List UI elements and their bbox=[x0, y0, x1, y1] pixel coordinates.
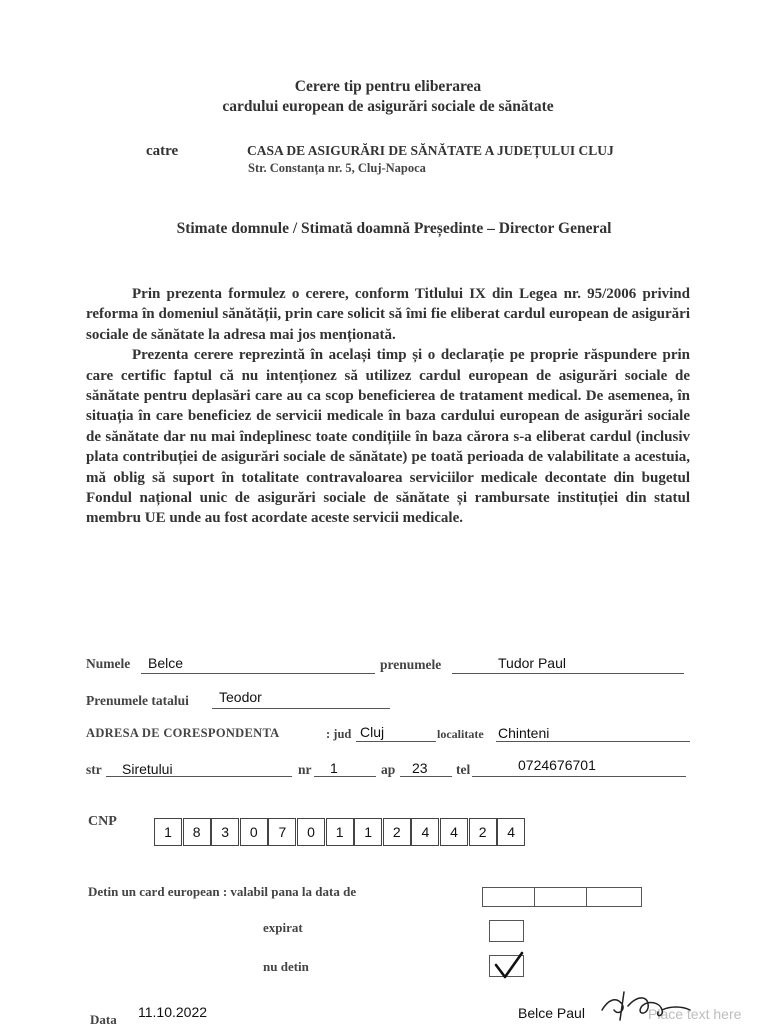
expirat-checkbox[interactable] bbox=[489, 920, 524, 942]
tel-field[interactable]: 0724676701 bbox=[518, 757, 596, 773]
body-text bbox=[86, 284, 690, 529]
signature-icon bbox=[598, 986, 694, 1022]
cnp-digit[interactable]: 8 bbox=[183, 818, 211, 846]
signature-name: Belce Paul bbox=[518, 1005, 585, 1021]
cnp-digit[interactable]: 7 bbox=[268, 818, 296, 846]
valid-date-box[interactable] bbox=[482, 887, 642, 907]
localitate-field[interactable]: Chinteni bbox=[498, 725, 550, 741]
cnp-digit[interactable]: 4 bbox=[497, 818, 525, 846]
cnp-digit[interactable]: 0 bbox=[297, 818, 325, 846]
cnp-digit[interactable]: 0 bbox=[240, 818, 268, 846]
institution-address: Str. Constanța nr. 5, Cluj-Napoca bbox=[248, 161, 426, 175]
prenume-field[interactable]: Tudor Paul bbox=[498, 655, 566, 671]
nr-field[interactable]: 1 bbox=[330, 760, 338, 776]
tel-line bbox=[472, 776, 686, 777]
localitate-line bbox=[496, 741, 690, 742]
card-question-label: Detin un card european : valabil pana la data de bbox=[88, 884, 357, 899]
valid-date-divider bbox=[586, 887, 587, 907]
cnp-digit[interactable]: 4 bbox=[411, 818, 439, 846]
paragraph-1: Prin prezenta formulez o cerere, conform Titlului IX din Legea nr. 95/2006 privind reforma în domeniul sănătății, prin care solicit să îmi fie eliberat cardul european de asigurări sociale de sănătate la adresa mai jos menționată. bbox=[86, 286, 690, 343]
cnp-digit[interactable]: 2 bbox=[383, 818, 411, 846]
ap-line bbox=[400, 776, 452, 777]
prenume-line bbox=[452, 673, 684, 674]
localitate-label: localitate bbox=[437, 727, 484, 741]
str-label: str bbox=[86, 762, 102, 777]
cnp-digit[interactable]: 3 bbox=[211, 818, 239, 846]
ap-label: ap bbox=[381, 762, 396, 777]
document-title-line2: cardului european de asigurări sociale de sănătate bbox=[222, 98, 554, 115]
cnp-digit[interactable]: 4 bbox=[440, 818, 468, 846]
expirat-label: expirat bbox=[263, 920, 303, 935]
cnp-digit[interactable]: 1 bbox=[354, 818, 382, 846]
nume-field[interactable]: Belce bbox=[148, 655, 184, 671]
prenume-tata-field[interactable]: Teodor bbox=[219, 689, 262, 705]
nu-detin-label: nu detin bbox=[263, 959, 309, 974]
prenume-label: prenumele bbox=[380, 657, 442, 672]
nume-line bbox=[141, 673, 375, 674]
valid-date-divider bbox=[534, 887, 535, 907]
str-field[interactable]: Siretului bbox=[122, 761, 173, 777]
cnp-digit[interactable]: 1 bbox=[154, 818, 182, 846]
placeholder-watermark: Place text here bbox=[648, 1006, 742, 1022]
jud-label: : jud bbox=[326, 727, 352, 741]
institution-name: CASA DE ASIGURĂRI DE SĂNĂTATE A JUDEȚULUI CLUJ bbox=[247, 143, 614, 158]
tel-label: tel bbox=[456, 762, 471, 777]
catre-label: catre bbox=[146, 143, 179, 159]
nume-label: Numele bbox=[86, 656, 131, 671]
jud-line bbox=[356, 741, 436, 742]
document-title-line1: Cerere tip pentru eliberarea bbox=[294, 78, 482, 95]
nr-label: nr bbox=[298, 762, 312, 777]
adresa-label: ADRESA DE CORESPONDENTA bbox=[86, 726, 280, 740]
jud-field[interactable]: Cluj bbox=[360, 724, 385, 740]
salutation: Stimate domnule / Stimată doamnă Președinte – Director General bbox=[176, 220, 612, 237]
data-label: Data bbox=[90, 1012, 117, 1027]
cnp-digit[interactable]: 1 bbox=[326, 818, 354, 846]
prenume-tata-label: Prenumele tatalui bbox=[86, 693, 189, 708]
checkmark-icon bbox=[492, 950, 526, 982]
nr-line bbox=[314, 776, 376, 777]
paragraph-2: Prezenta cerere reprezintă în același timp și o declarație pe proprie răspundere prin care certific faptul că nu intenționez să utilizez cardul european de asigurări sociale de sănătate pentru deplasări care au ca scop beneficierea de tratament medical. De asemenea, în situația în care beneficiez de servicii medicale în baza cardului european de asigurări sociale de sănătate dar nu mai îndeplinesc toate condițiile în baza cărora s-a eliberat cardul (inclusiv plata contribuției de asigurări sociale de sănătate) pe toată perioada de valabilitate a acestuia, mă oblig să suport în totalitate contravaloarea serviciilor medicale decontate din bugetul Fondul național unic de asigurări sociale de sănătate și rambursate instituției din statul membru UE unde au fost acordate aceste servicii medicale. bbox=[86, 347, 690, 527]
data-field[interactable]: 11.10.2022 bbox=[138, 1004, 208, 1020]
prenume-tata-line bbox=[212, 708, 390, 709]
cnp-digit[interactable]: 2 bbox=[469, 818, 497, 846]
ap-field[interactable]: 23 bbox=[412, 760, 428, 776]
cnp-label: CNP bbox=[88, 814, 117, 829]
